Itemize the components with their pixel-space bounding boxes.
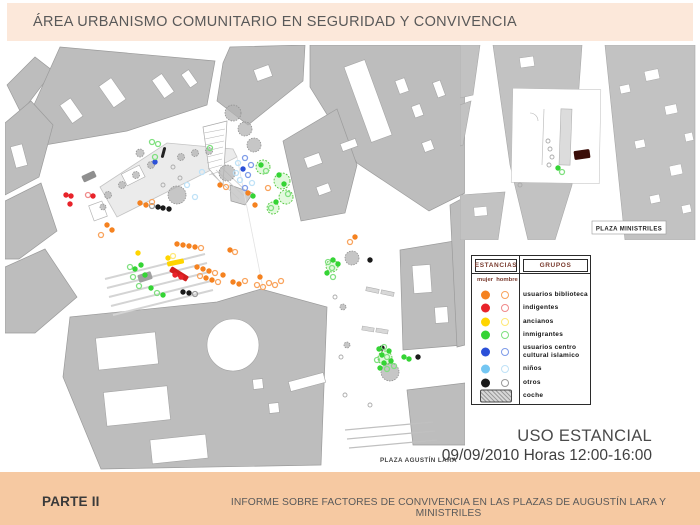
map-dot-ot: [166, 206, 171, 211]
map-dot-an: [135, 250, 140, 255]
map-dot-im: [137, 284, 142, 289]
map-dot-cc: [249, 163, 254, 168]
legend-dot-male-icon: [501, 318, 509, 326]
legend-dot-female-icon: [481, 331, 490, 340]
legend-header-estancias: ESTANCIAS: [475, 259, 517, 272]
map-object: [81, 170, 97, 182]
legend-dot-male-icon: [501, 365, 509, 373]
legend-dot-female-icon: [481, 378, 490, 387]
map-dot-ob: [245, 190, 250, 195]
map-dot-ob: [233, 250, 238, 255]
map-dot-ob: [109, 227, 114, 232]
map-dot-ot: [186, 290, 191, 295]
legend-dot-female-icon: [481, 365, 490, 374]
plaza-ministriles-label: PLAZA MINISTRILES: [595, 226, 663, 233]
map-dot-im: [335, 261, 340, 266]
map-dot-gr: [333, 295, 337, 299]
header-band: [7, 3, 693, 41]
map-dot-im: [142, 272, 147, 277]
map-dot-im: [128, 265, 133, 270]
map-dot-ot: [160, 205, 165, 210]
map-dot-gr: [343, 393, 347, 397]
map-dot-ob: [279, 279, 284, 284]
footer-band: [0, 472, 700, 525]
map-dot-ot: [367, 257, 372, 262]
map-dot-im: [406, 356, 411, 361]
map-dot-im: [324, 270, 329, 275]
map-dot-in: [86, 193, 91, 198]
map-dot-ob: [255, 283, 260, 288]
legend-group-label: indigentes: [523, 304, 559, 312]
map-dot-ob: [104, 222, 109, 227]
map-dot-im: [381, 360, 386, 365]
map-dot-ob: [243, 279, 248, 284]
legend-row-ob: [472, 288, 590, 302]
map-dot-ob: [209, 277, 214, 282]
map-dot-ob: [194, 264, 199, 269]
map-dot-ob: [217, 182, 222, 187]
map-dot-ob: [180, 242, 185, 247]
map-dot-ob: [143, 202, 148, 207]
map-dot-im: [273, 199, 278, 204]
map-dot-ob: [99, 233, 104, 238]
map-dot-in: [63, 192, 68, 197]
legend-dot-female-icon: [481, 317, 490, 326]
legend-dot-male-icon: [501, 291, 509, 299]
legend-row-coche: [472, 390, 590, 404]
footer-part-label: PARTE II: [42, 494, 100, 509]
map-dot-ob: [199, 246, 204, 251]
legend-row-cc: [472, 342, 590, 362]
legend-row-ot: [472, 376, 590, 390]
map-dot-im: [250, 193, 255, 198]
legend-row-in: [472, 302, 590, 316]
map-dot-ob: [266, 186, 271, 191]
legend-dot-female-icon: [481, 290, 490, 299]
map-dot-ot: [155, 204, 160, 209]
map-dot-im: [331, 275, 336, 280]
map-dot-im: [160, 292, 165, 297]
legend: [471, 255, 591, 405]
main-map: [5, 45, 465, 470]
legend-male-label: hombre: [496, 277, 518, 283]
uso-estancial-datetime: 09/09/2010 Horas 12:00-16:00: [441, 447, 652, 464]
uso-estancial-title: USO ESTANCIAL: [517, 427, 652, 445]
map-dot-ob: [352, 234, 357, 239]
legend-dot-male-icon: [501, 379, 509, 387]
legend-group-label: otros: [523, 378, 541, 386]
map-dot-im: [330, 257, 335, 262]
map-dot-cc: [240, 166, 245, 171]
map-dot-ni: [185, 183, 190, 188]
map-dot-ob: [273, 283, 278, 288]
legend-group-label: ancianos: [523, 317, 554, 325]
map-dot-im: [138, 262, 143, 267]
map-dot-gr: [368, 403, 372, 407]
map-dot-im: [401, 354, 406, 359]
legend-group-label: coche: [523, 392, 544, 400]
map-dot-im: [386, 348, 391, 353]
legend-female-label: mujer: [476, 277, 494, 283]
map-dot-cc: [246, 173, 251, 178]
map-dot-im: [148, 285, 153, 290]
map-dot-ni: [193, 195, 198, 200]
map-dot-cc: [243, 156, 248, 161]
legend-header-line: [472, 273, 590, 274]
map-dot-ob: [213, 271, 218, 276]
map-dot-in: [68, 193, 73, 198]
legend-dot-female-icon: [481, 348, 490, 357]
map-dot-im: [281, 181, 286, 186]
map-dot-ob: [174, 241, 179, 246]
map-dot-gr: [339, 355, 343, 359]
map-dot-ob: [203, 275, 208, 280]
map-dot-ob: [236, 281, 241, 286]
legend-dot-female-icon: [481, 304, 490, 313]
legend-dot-male-icon: [501, 331, 509, 339]
map-dot-in: [178, 274, 183, 279]
map-dot-im: [388, 358, 393, 363]
legend-group-label: inmigrantes: [523, 331, 564, 339]
legend-group-label: usuarios centro cultural islamico: [523, 343, 580, 359]
map-dot-im: [156, 142, 161, 147]
uso-estancial-block: [442, 427, 652, 465]
legend-group-label: niños: [523, 364, 542, 372]
plaza-agustin-lara-label: PLAZA AGUSTÍN LARA: [379, 457, 457, 464]
slide-title: ÁREA URBANISMO COMUNITARIO EN SEGURIDAD Y CONVIVENCIA: [33, 14, 518, 30]
legend-header-grupos: GRUPOS: [523, 259, 588, 272]
map-dot-ob: [220, 272, 225, 277]
map-dot-ni: [250, 181, 255, 186]
map-dot-im: [132, 266, 137, 271]
car-swatch-icon: [480, 390, 512, 403]
map-dot-ob: [186, 243, 191, 248]
map-dot-ob: [206, 268, 211, 273]
map-dot-an: [171, 254, 176, 259]
map-dot-ob: [348, 240, 353, 245]
map-dot-in: [67, 201, 72, 206]
legend-dot-male-icon: [501, 348, 509, 356]
map-dot-ob: [230, 279, 235, 284]
legend-row-im: [472, 329, 590, 343]
inset-map: [460, 45, 697, 240]
legend-group-label: usuarios biblioteca: [523, 290, 588, 298]
map-dot-ob: [216, 280, 221, 285]
legend-rows: [472, 288, 590, 403]
map-dot-ob: [137, 200, 142, 205]
legend-row-ni: [472, 362, 590, 376]
map-dot-ot: [180, 289, 185, 294]
map-dot-im: [150, 140, 155, 145]
map-dot-im: [131, 275, 136, 280]
map-dot-ob: [200, 266, 205, 271]
map-dot-ob: [267, 281, 272, 286]
map-dot-im: [258, 162, 263, 167]
map-dot-in: [90, 193, 95, 198]
footer-report-title: INFORME SOBRE FACTORES DE CONVIVENCIA EN LAS PLAZAS DE AUGUSTÍN LARA Y MINISTRILES: [230, 497, 667, 519]
legend-dot-male-icon: [501, 304, 509, 312]
legend-row-an: [472, 315, 590, 329]
map-dot-ob: [252, 202, 257, 207]
map-dot-in: [172, 272, 177, 277]
map-dot-ot: [415, 354, 420, 359]
map-dot-ob: [257, 274, 262, 279]
map-dot-im: [377, 365, 382, 370]
map-dot-ob: [192, 244, 197, 249]
map-dot-im: [276, 172, 281, 177]
